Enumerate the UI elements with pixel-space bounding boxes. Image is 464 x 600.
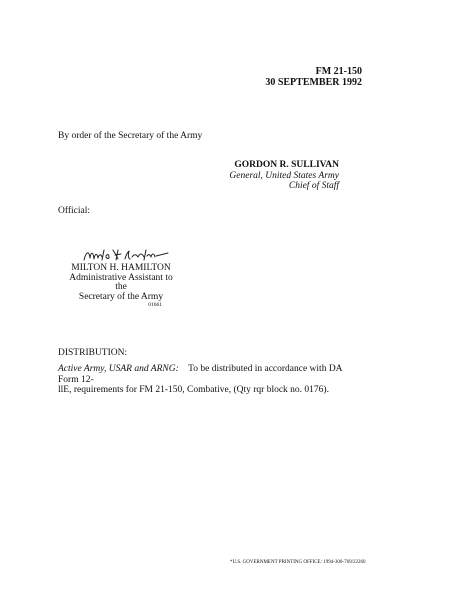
distribution-lead: Active Army, USAR and ARNG: xyxy=(58,364,179,374)
publication-header xyxy=(202,66,362,88)
administrative-assistant-block xyxy=(66,264,176,309)
official-code: 01661 xyxy=(148,302,162,308)
distribution-text-line-2: llE, requirements for FM 21-150, Combative, (Qty rqr block no. 0176). xyxy=(58,385,329,395)
distribution-text-line-1: To be distributed in accordance with DA Form 12- xyxy=(58,364,343,385)
distribution-heading: DISTRIBUTION: xyxy=(58,348,128,358)
handwritten-signature xyxy=(80,244,172,264)
official-label: Official: xyxy=(58,206,91,216)
chief-of-staff-signature-block xyxy=(215,160,339,192)
official-name: MILTON H. HAMILTON xyxy=(71,263,171,273)
distribution-line-1 xyxy=(58,364,358,385)
official-title-2: Secretary of the Army xyxy=(78,291,164,302)
manual-number: FM 21-150 xyxy=(315,66,362,77)
signer-name: GORDON R. SULLIVAN xyxy=(234,160,339,170)
publication-date: 30 SEPTEMBER 1992 xyxy=(265,77,362,88)
distribution-text xyxy=(58,364,358,396)
signer-title-2: Chief of Staff xyxy=(288,181,339,191)
signer-title-1: General, United States Army xyxy=(229,170,339,181)
by-order-line: By order of the Secretary of the Army xyxy=(58,131,203,141)
printing-office-footer: *U.S. GOVERNMENT PRINTING OFFICE: 1994-300-769/22260 xyxy=(230,560,366,565)
official-title-1: Administrative Assistant to the xyxy=(69,272,173,292)
